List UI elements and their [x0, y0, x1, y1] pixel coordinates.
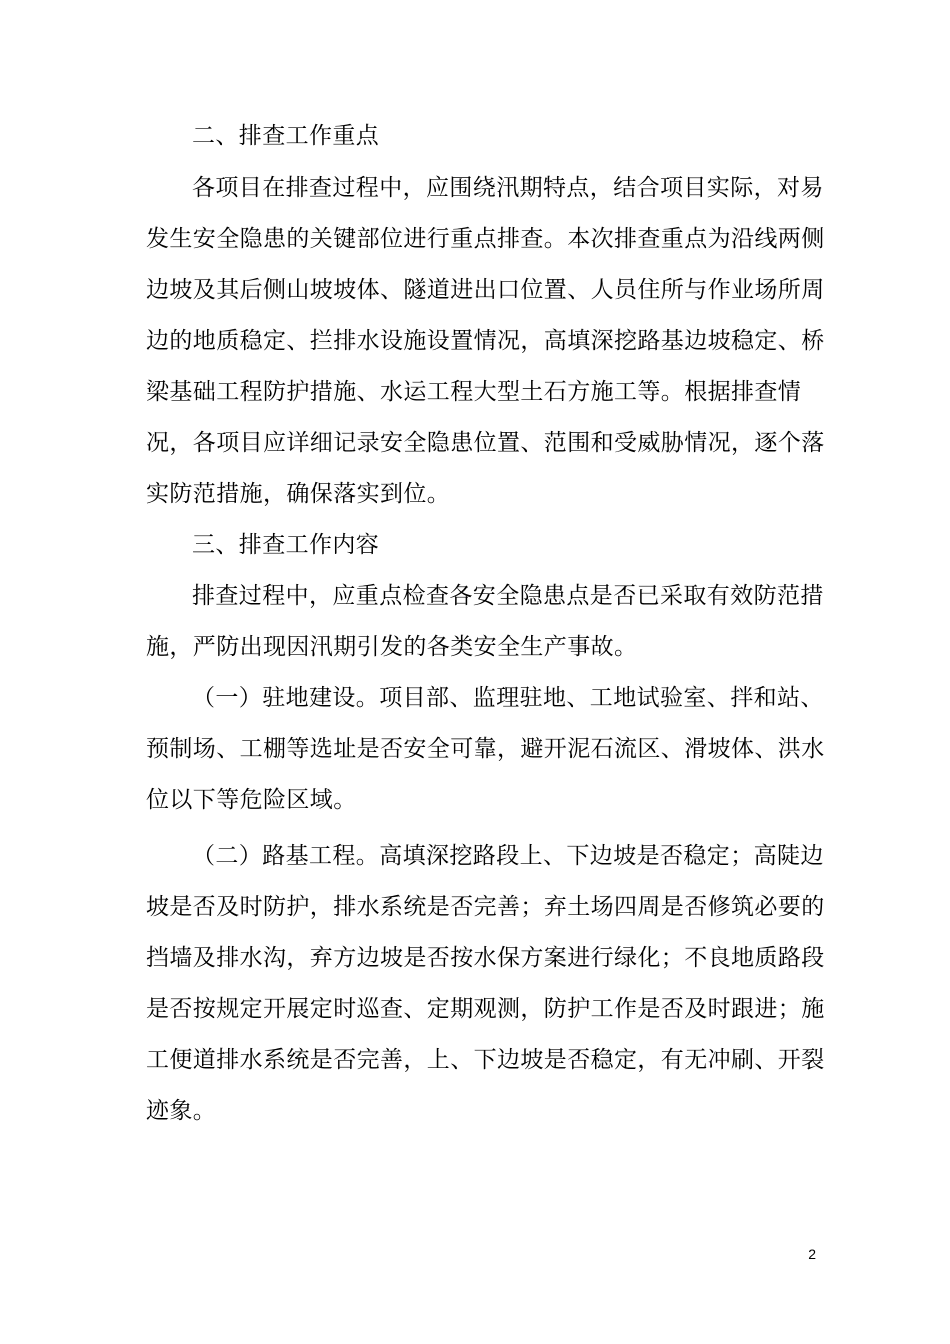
- paragraph-line: 迹象。: [146, 1098, 217, 1124]
- page-number: 2: [808, 1246, 816, 1262]
- paragraph-line: （一）驻地建设。项目部、监理驻地、工地试验室、拌和站、: [192, 685, 824, 711]
- paragraph-line: 坡是否及时防护，排水系统是否完善；弃土场四周是否修筑必要的: [146, 894, 825, 920]
- paragraph-line: 梁基础工程防护措施、水运工程大型土石方施工等。根据排查情: [146, 379, 802, 405]
- paragraph-line: 预制场、工棚等选址是否安全可靠，避开泥石流区、滑坡体、洪水: [146, 736, 825, 762]
- paragraph-line: 况，各项目应详细记录安全隐患位置、范围和受威胁情况，逐个落: [146, 430, 825, 456]
- paragraph-line: 边的地质稳定、拦排水设施设置情况，高填深挖路基边坡稳定、桥: [146, 328, 825, 354]
- paragraph-line: 边坡及其后侧山坡坡体、隧道进出口位置、人员住所与作业场所周: [146, 277, 825, 303]
- paragraph-line: （二）路基工程。高填深挖路段上、下边坡是否稳定；高陡边: [192, 843, 824, 869]
- paragraph-line: 挡墙及排水沟，弃方边坡是否按水保方案进行绿化；不良地质路段: [146, 945, 825, 971]
- section-heading-key-points: 二、排查工作重点: [192, 123, 380, 149]
- paragraph-line: 发生安全隐患的关键部位进行重点排查。本次排查重点为沿线两侧: [146, 226, 825, 252]
- paragraph-line: 施，严防出现因汛期引发的各类安全生产事故。: [146, 634, 638, 660]
- section-heading-content: 三、排查工作内容: [192, 532, 380, 558]
- paragraph-line: 各项目在排查过程中，应围绕汛期特点，结合项目实际，对易: [192, 175, 824, 201]
- paragraph-line: 工便道排水系统是否完善，上、下边坡是否稳定，有无冲刷、开裂: [146, 1047, 825, 1073]
- paragraph-line: 实防范措施，确保落实到位。: [146, 481, 451, 507]
- paragraph-line: 是否按规定开展定时巡查、定期观测，防护工作是否及时跟进；施: [146, 996, 825, 1022]
- paragraph-line: 排查过程中，应重点检查各安全隐患点是否已采取有效防范措: [192, 583, 824, 609]
- paragraph-line: 位以下等危险区域。: [146, 787, 357, 813]
